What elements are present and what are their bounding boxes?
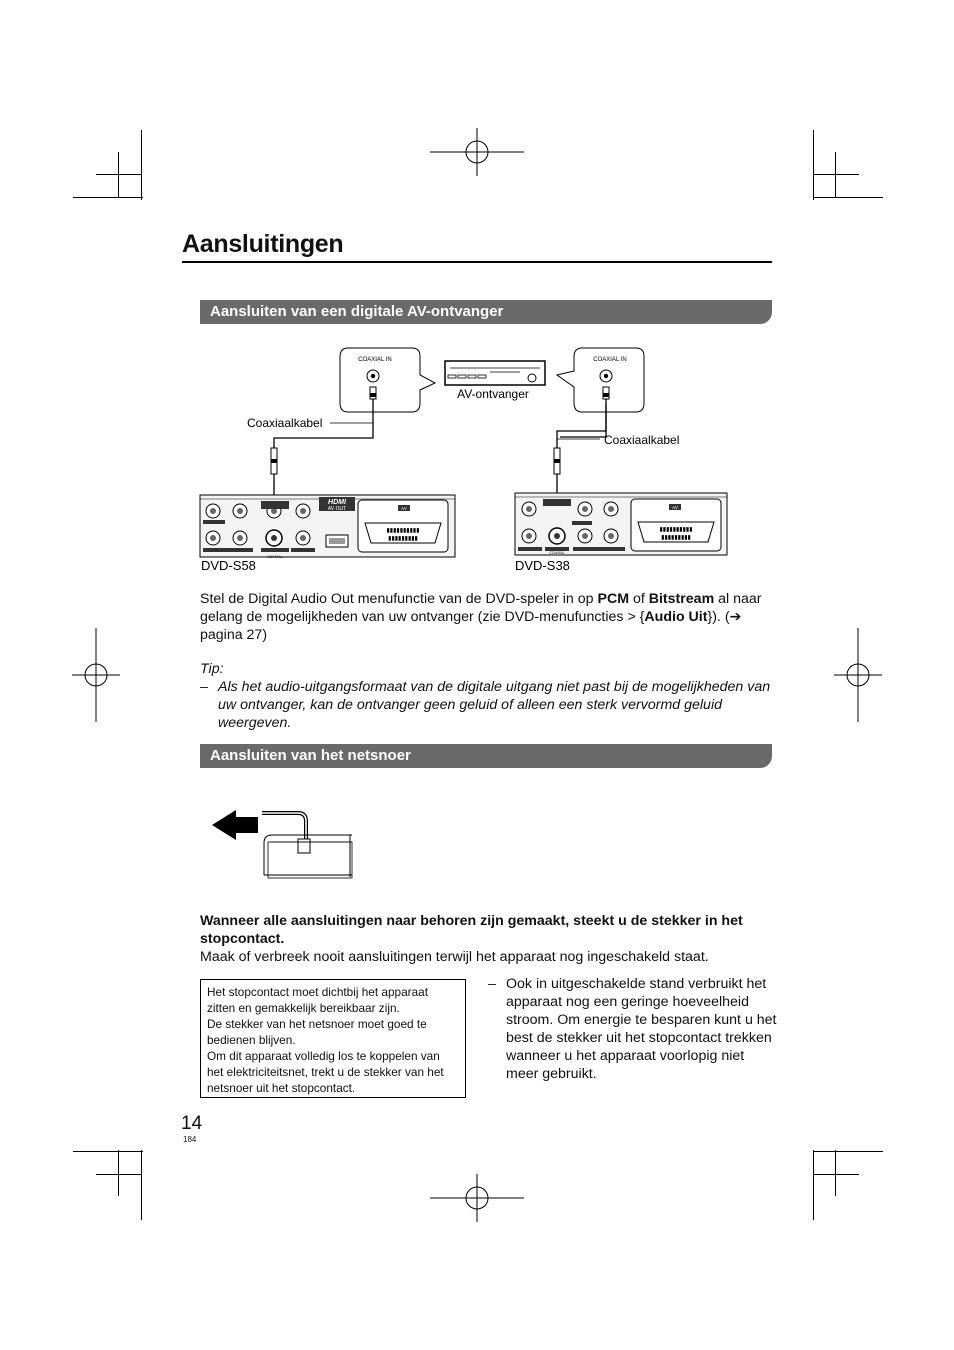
registration-mark-top — [430, 128, 524, 176]
svg-text:AV: AV — [672, 505, 678, 510]
svg-text:COAXIAL: COAXIAL — [549, 551, 565, 555]
svg-text:COAXIAL: COAXIAL — [267, 555, 283, 559]
av-out-label: AV OUT — [327, 506, 347, 512]
coaxial-in-bubble-left — [340, 348, 435, 412]
cable-label-right: Coaxiaalkabel — [604, 433, 680, 447]
page-title: Aansluitingen — [182, 230, 772, 263]
av-receiver-icon — [445, 361, 545, 401]
tip-block: Tip: – Als het audio-uitgangsformaat van de digitale uitgang niet past bij de mogelijkheden van uw ontvanger, kan de ontvanger geen geluid of alleen een sterk vervormd geluid weergeven. — [200, 661, 771, 731]
arrow-right-icon: ➔ — [729, 609, 742, 625]
svg-text:▮▮▮▮▮▮▮▮▮▮: ▮▮▮▮▮▮▮▮▮▮ — [659, 527, 693, 533]
bubble-left-label: COAXIAL IN — [358, 357, 392, 363]
registration-mark-right — [834, 628, 882, 722]
page-number: 14 — [181, 1113, 203, 1134]
power-instructions — [200, 912, 772, 966]
av-receiver-label: AV-ontvanger — [457, 387, 529, 401]
arrow-left-icon — [212, 810, 258, 840]
note-line: De stekker van het netsnoer moet goed te bedienen blijven. — [207, 1017, 427, 1047]
svg-text:▮▮▮▮▮▮▮▮▮: ▮▮▮▮▮▮▮▮▮ — [661, 535, 691, 541]
note-line: Het stopcontact moet dichtbij het apparaat zitten en gemakkelijk bereikbaar zijn. — [207, 985, 428, 1015]
tip-text: Als het audio-uitgangsformaat van de digitale uitgang niet past bij de mogelijkheden van uw ontvanger, kan de ontvanger geen geluid of alleen een sterk vervormd geluid weergeven. — [218, 679, 771, 731]
note-box — [200, 979, 466, 1098]
coaxial-in-bubble-right — [557, 348, 644, 412]
dvd-s58-rear-panel — [200, 495, 455, 559]
power-cord-illustration — [210, 805, 355, 880]
cable-label-left: Coaxiaalkabel — [247, 416, 323, 430]
page-sub-number: 184 — [183, 1135, 197, 1144]
model-label-dvd-s58: DVD-S58 — [201, 558, 256, 573]
bubble-right-label: COAXIAL IN — [593, 357, 627, 363]
svg-text:▮▮▮▮▮▮▮▮▮▮: ▮▮▮▮▮▮▮▮▮▮ — [386, 528, 420, 534]
energy-note-text: Ook in uitgeschakelde stand verbruikt het apparaat nog een geringe hoeveelheid stroom. Om energie te besparen kunt u het best de stekker uit het stopcontact trekken wanneer u het apparaat voorlopig niet meer gebruikt. — [506, 976, 777, 1082]
power-bold-text: Wanneer alle aansluitingen naar behoren zijn gemaakt, steekt u de stekker in het stopcontact. — [200, 913, 743, 947]
power-normal-text: Maak of verbreek nooit aansluitingen terwijl het apparaat nog ingeschakeld staat. — [200, 949, 709, 965]
instruction-paragraph: Stel de Digital Audio Out menufunctie van de DVD-speler in op PCM of Bitstream al naar gelang de mogelijkheden van uw ontvanger (zie DVD-menufuncties > {Audio Uit}). (➔ pagina 27) — [200, 591, 762, 643]
model-label-dvd-s38: DVD-S38 — [515, 558, 570, 573]
svg-text:AV: AV — [401, 506, 407, 511]
connection-diagram — [195, 335, 775, 575]
section-heading-power-cord: Aansluiten van het netsnoer — [200, 744, 772, 768]
tip-label: Tip: — [200, 661, 224, 677]
note-line: Om dit apparaat volledig los te koppelen van het elektriciteitsnet, trekt u de stekker van het netsnoer uit het stopcontact. — [207, 1049, 444, 1095]
energy-note: – Ook in uitgeschakelde stand verbruikt het apparaat nog een geringe hoeveelheid stroom. Om energie te besparen kunt u het best de stekker uit het stopcontact trekken wanneer u het apparaat voorlopig niet meer gebruikt. — [488, 976, 777, 1082]
registration-mark-left — [72, 628, 120, 722]
registration-mark-bottom — [430, 1174, 524, 1222]
svg-text:▮▮▮▮▮▮▮▮▮: ▮▮▮▮▮▮▮▮▮ — [388, 536, 418, 542]
dvd-s38-rear-panel — [515, 493, 727, 555]
hdmi-logo: HDMI — [328, 499, 346, 506]
section-heading-av-receiver: Aansluiten van een digitale AV-ontvanger — [200, 300, 772, 324]
